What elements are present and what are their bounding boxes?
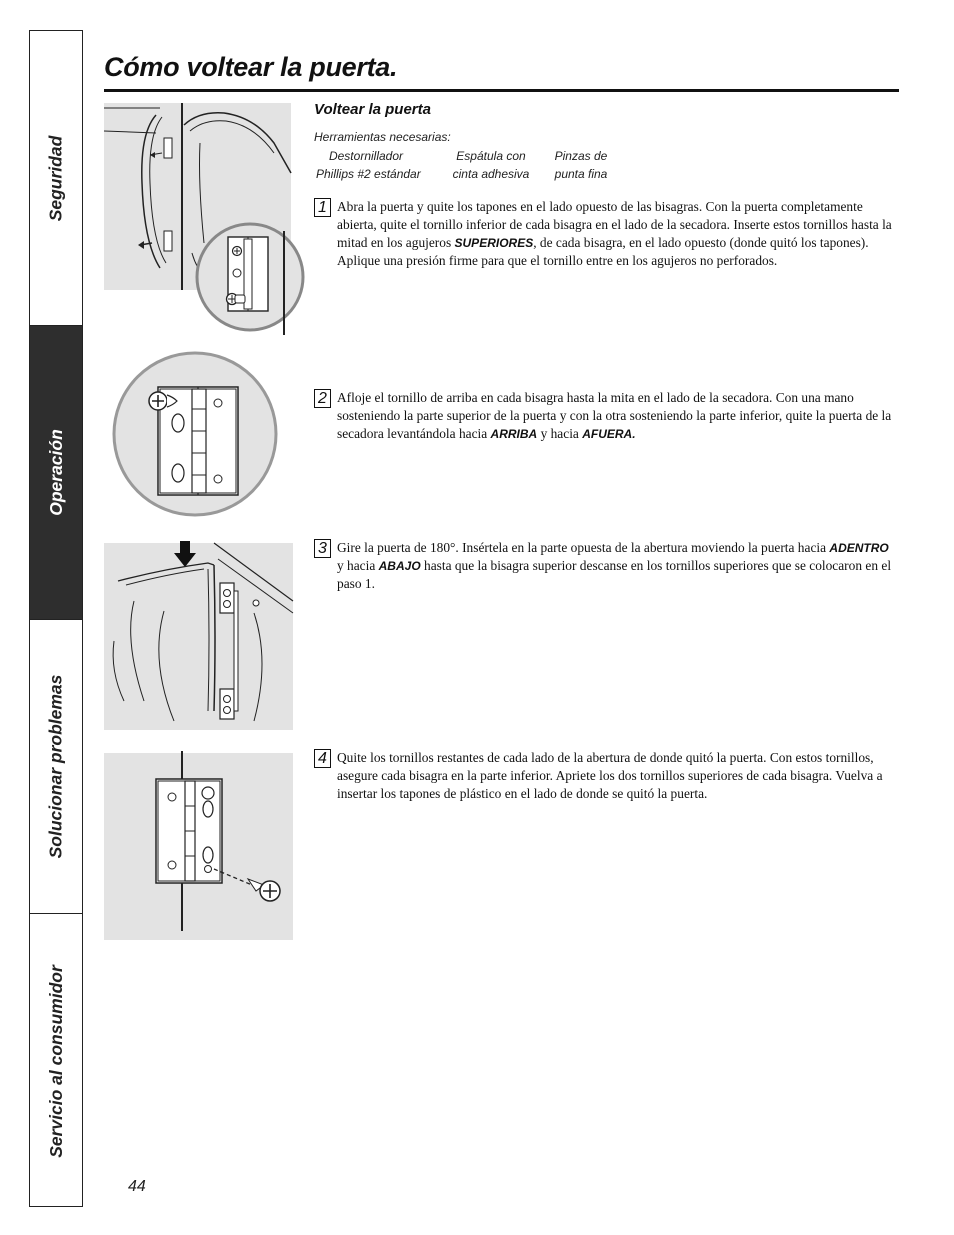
step-text <box>314 749 894 803</box>
step-emphasis: ARRIBA <box>490 427 538 442</box>
tools-label: Herramientas necesarias: <box>314 130 451 144</box>
step-2-illustration <box>112 351 280 517</box>
tool-line: Destornillador <box>328 149 404 163</box>
step-text <box>314 198 894 270</box>
tab-label: Solucionar problemas <box>45 674 66 859</box>
title-rule <box>104 89 899 92</box>
step-3 <box>314 539 894 593</box>
tool-line: punta fina <box>554 167 608 181</box>
step-text-part: Afloje el tornillo de arriba en cada bisagra hasta la mita en el lado de la secadora. Con una mano sosteniendo la parte superior de la puerta y con la otra sosteniendo la parte inferior, quite la puerta de la secadora levantándola hacia <box>337 390 892 442</box>
step-number: 3 <box>314 539 331 558</box>
step-3-illustration <box>104 541 294 731</box>
step-text <box>314 389 894 443</box>
step-emphasis: SUPERIORES <box>454 236 534 251</box>
tab-label: Seguridad <box>45 135 66 221</box>
page-title: Cómo voltear la puerta. <box>104 52 398 82</box>
step-emphasis: ADENTRO <box>829 541 889 555</box>
tab-seguridad[interactable] <box>30 31 82 325</box>
section-heading: Voltear la puerta <box>314 101 431 118</box>
tool-item <box>546 147 616 183</box>
tab-servicio-al-consumidor[interactable] <box>30 913 82 1208</box>
tool-line: cinta adhesiva <box>452 167 530 181</box>
tab-solucionar-problemas[interactable] <box>30 619 82 913</box>
step-number: 4 <box>314 749 331 768</box>
step-emphasis: AFUERA. <box>582 427 636 442</box>
tab-label: Servicio al consumidor <box>45 964 66 1158</box>
step-text <box>314 539 894 593</box>
step-text-part: y hacia <box>337 558 379 574</box>
step-text-part: hasta que la bisagra superior descanse en los tornillos superiores que se colocaron en el paso 1. <box>337 558 892 592</box>
tab-label: Operación <box>45 429 66 516</box>
step-number: 1 <box>314 198 331 217</box>
step-number: 2 <box>314 389 331 408</box>
step-emphasis: ABAJO <box>378 559 421 574</box>
step-text-part: Quite los tornillos restantes de cada lado de la abertura de donde quitó la puerta. Con estos tornillos, asegure cada bisagra en la parte inferior. Apriete los dos tornillos superiores de cada bisagra. Vuelva a insertar los tapones de plástico en el lado de donde se quitó la puerta. <box>337 750 883 802</box>
tool-item <box>446 147 536 183</box>
step-1-illustration <box>104 103 306 335</box>
side-tabs <box>29 30 83 1207</box>
page-number: 44 <box>128 1178 146 1195</box>
step-2 <box>314 389 894 443</box>
step-text-part: Abra la puerta y quite los tapones en el lado opuesto de las bisagras. Con la puerta completamente abierta, quite el tornillo inferior de cada bisagra en el lado de la secadora. Inserte estos tornillos hasta la mitad en los agujeros <box>337 199 892 251</box>
tab-operacion[interactable] <box>30 325 82 619</box>
tool-line: Espátula con <box>456 149 526 163</box>
step-text-part: y hacia <box>537 426 583 442</box>
tool-line: Pinzas de <box>554 149 608 163</box>
tool-item <box>316 147 421 183</box>
step-text-part: , de cada bisagra, en el lado opuesto (donde quitó los tapones). Aplique una presión firme para que el tornillo entre en los agujeros no perforados. <box>337 235 869 269</box>
step-1 <box>314 198 894 270</box>
tool-line: Phillips #2 estándar <box>316 167 421 181</box>
step-4-illustration <box>104 751 294 941</box>
step-text-part: Gire la puerta de 180°. Insértela en la parte opuesta de la abertura moviendo la puerta hacia <box>337 540 830 555</box>
step-4 <box>314 749 894 803</box>
